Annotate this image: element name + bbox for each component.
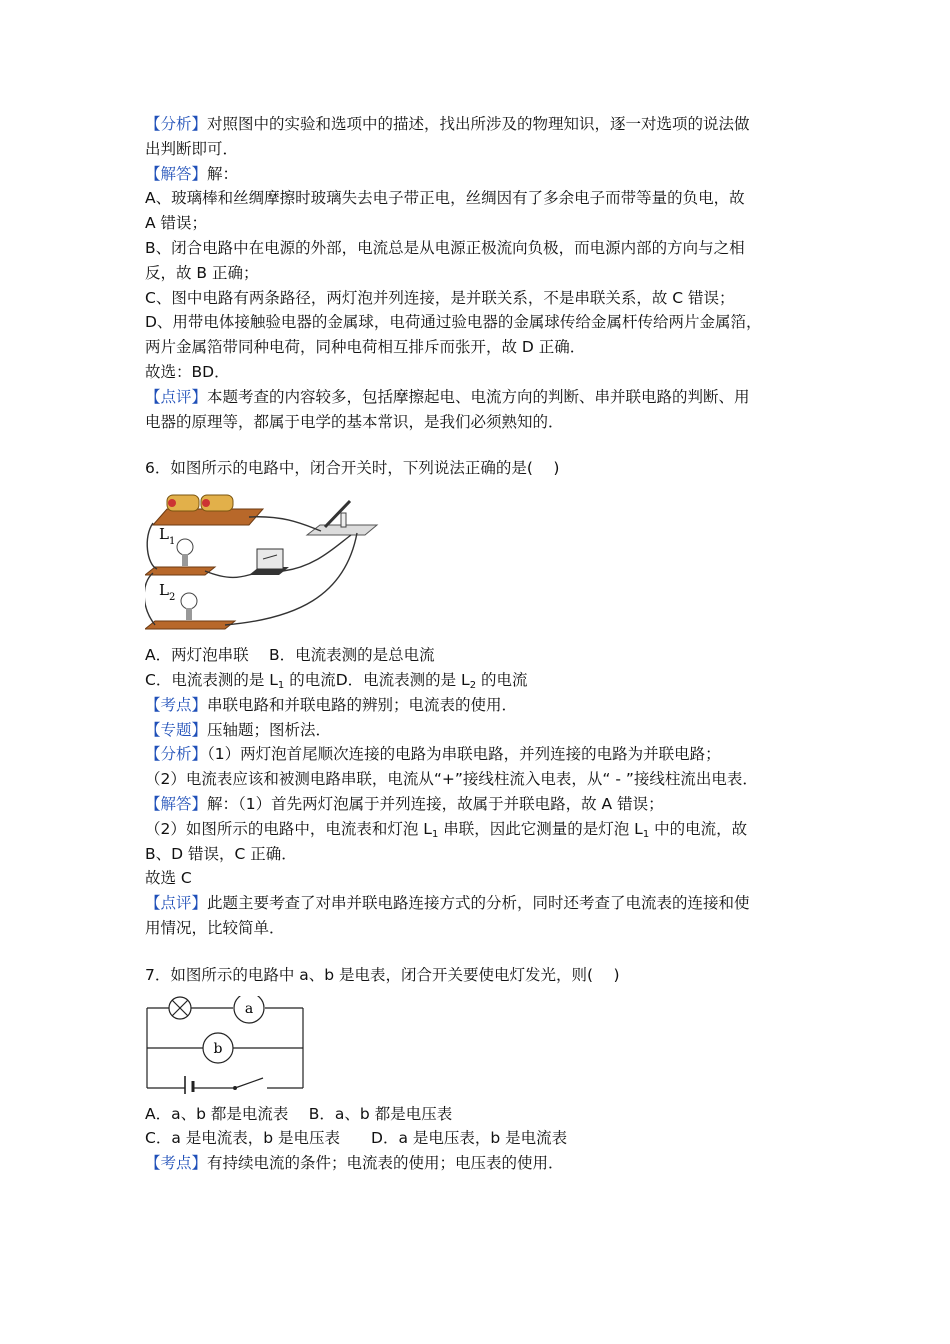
comment-text: 此题主要考查了对串并联电路连接方式的分析，同时还考查了电流表的连接和使 [207, 894, 750, 913]
bulb-l2-label: L [159, 581, 169, 600]
q5-comment-line [145, 385, 810, 410]
opt-c-post: 的电流D．电流表测的是 L [284, 670, 470, 689]
bulb-l1-icon [177, 539, 193, 555]
q5-analysis-line-2: 出判断即可． [145, 139, 239, 158]
answer-2-sub: 1 [431, 828, 439, 840]
bulb-l2-icon [181, 593, 197, 609]
q7-option-ab: A．a、b 都是电流表 B．a、b 都是电压表 [145, 1104, 453, 1123]
answer-text: 解：（1）首先两灯泡属于并列连接，故属于并联电路，故 A 错误； [207, 794, 664, 813]
analysis-tag: 【分析】 [145, 745, 208, 764]
comment-text: 本题考查的内容较多，包括摩擦起电、电流方向的判断、串并联电路的判断、用 [207, 387, 750, 406]
bulb-l2-socket [186, 608, 192, 620]
answer-2-post: 中的电流，故 [649, 819, 748, 838]
q5-analysis-line [145, 112, 810, 137]
q6-stem: 6．如图所示的电路中，闭合开关时，下列说法正确的是( ) [145, 459, 560, 478]
q7-kaodian-line [145, 1151, 810, 1176]
answer-2-mid: 串联，因此它测量的是灯泡 L [438, 819, 643, 838]
q6-comment-line-2: 用情况，比较简单． [145, 918, 285, 937]
wire-battery-switch [249, 517, 321, 531]
answer-2-sub2: 1 [642, 828, 650, 840]
opt-d-sub: 2 [469, 679, 477, 691]
kaodian-tag: 【考点】 [145, 695, 208, 714]
q5-option-d-explain-2: 两片金属箔带同种电荷，同种电荷相互排斥而张开，故 D 正确． [145, 338, 586, 357]
document-page [145, 112, 810, 1176]
q7-stem: 7．如图所示的电路中 a、b 是电表，闭合开关要使电灯发光，则( ) [145, 965, 620, 984]
wire-l2-l1 [145, 573, 155, 625]
meter-b-label: b [213, 1040, 223, 1057]
q5-option-b-explain: B、闭合电路中在电源的外部，电流总是从电源正极流向负极，而电源内部的方向与之相 [145, 238, 745, 257]
q6-zhuanti-line [145, 718, 810, 743]
opt-d-post: 的电流 [476, 670, 528, 689]
wire-l1-ammeter [205, 571, 257, 577]
q5-option-b-explain-2: 反，故 B 正确； [145, 263, 259, 282]
wire-ammeter-switch [283, 535, 351, 571]
q6-option-ab: A．两灯泡串联 B．电流表测的是总电流 [145, 646, 435, 665]
answer-2-pre: （2）如图所示的电路中，电流表和灯泡 L [145, 819, 432, 838]
q5-option-a-explain-2: A 错误； [145, 214, 208, 233]
wire-switch-l2 [225, 533, 357, 625]
comment-tag: 【点评】 [145, 387, 208, 406]
battery-terminal-2 [202, 499, 210, 507]
q5-option-a-explain: A、玻璃棒和丝绸摩擦时玻璃失去电子带正电，丝绸因有了多余电子而带等量的负电，故 [145, 189, 745, 208]
q7-option-cd: C．a 是电流表，b 是电压表 D．a 是电压表，b 是电流表 [145, 1129, 568, 1148]
switch-contact [341, 513, 346, 527]
ammeter-icon [257, 549, 283, 569]
zhuanti-text: 压轴题；图析法． [207, 720, 332, 739]
bulb-l2-base [145, 621, 235, 629]
q5-option-c-explain: C、图中电路有两条路径，两灯泡并列连接，是并联关系，不是串联关系，故 C 错误； [145, 288, 735, 307]
answer-tag: 【解答】 [145, 164, 208, 183]
q6-analysis-line [145, 742, 810, 767]
answer-tag: 【解答】 [145, 794, 208, 813]
q6-option-cd [145, 668, 810, 693]
analysis-text: 对照图中的实验和选项中的描述，找出所涉及的物理知识，逐一对选项的说法做 [207, 115, 750, 133]
q6-kaodian-line [145, 693, 810, 718]
q5-choice: 故选：BD． [145, 362, 230, 381]
bulb-l1-label: L [159, 525, 169, 544]
opt-c-sub: 1 [277, 679, 285, 691]
q6-circuit-figure [145, 487, 385, 637]
switch-blade [235, 1078, 263, 1088]
meter-a-label: a [244, 1000, 254, 1017]
wire-battery-l1 [147, 523, 157, 569]
answer-head: 解： [207, 164, 239, 183]
q6-answer-line-3: B、D 错误，C 正确． [145, 844, 297, 863]
q5-comment-line-2: 电器的原理等，都属于电学的基本常识，是我们必须熟知的． [145, 412, 564, 431]
opt-c-pre: C．电流表测的是 L [145, 670, 278, 689]
q5-answer-line [145, 162, 810, 187]
q6-comment-line [145, 891, 810, 916]
analysis-tag: 【分析】 [145, 115, 208, 133]
bulb-l1-socket [182, 554, 188, 566]
kaodian-tag: 【考点】 [145, 1154, 208, 1173]
analysis-text: （1）两灯泡首尾顺次连接的电路为串联电路，并列连接的电路为并联电路； [207, 745, 721, 764]
q7-circuit-figure [145, 996, 310, 1094]
q6-answer-line [145, 792, 810, 817]
q6-answer-line-2 [145, 817, 810, 842]
q6-analysis-line-2: （2）电流表应该和被测电路串联，电流从“+”接线柱流入电表，从“ - ”接线柱流出电表． [145, 770, 758, 789]
comment-tag: 【点评】 [145, 894, 208, 913]
q6-choice: 故选 C [145, 869, 192, 888]
battery-terminal-1 [168, 499, 176, 507]
bulb-l1-sub: 1 [169, 536, 176, 548]
zhuanti-tag: 【专题】 [145, 720, 208, 739]
q5-option-d-explain: D、用带电体接触验电器的金属球，电荷通过验电器的金属球传给金属杆传给两片金属箔， [145, 313, 762, 332]
bulb-l2-sub: 2 [169, 592, 176, 604]
kaodian-text: 串联电路和并联电路的辨别；电流表的使用． [207, 695, 518, 714]
kaodian-text: 有持续电流的条件；电流表的使用；电压表的使用． [207, 1154, 564, 1173]
